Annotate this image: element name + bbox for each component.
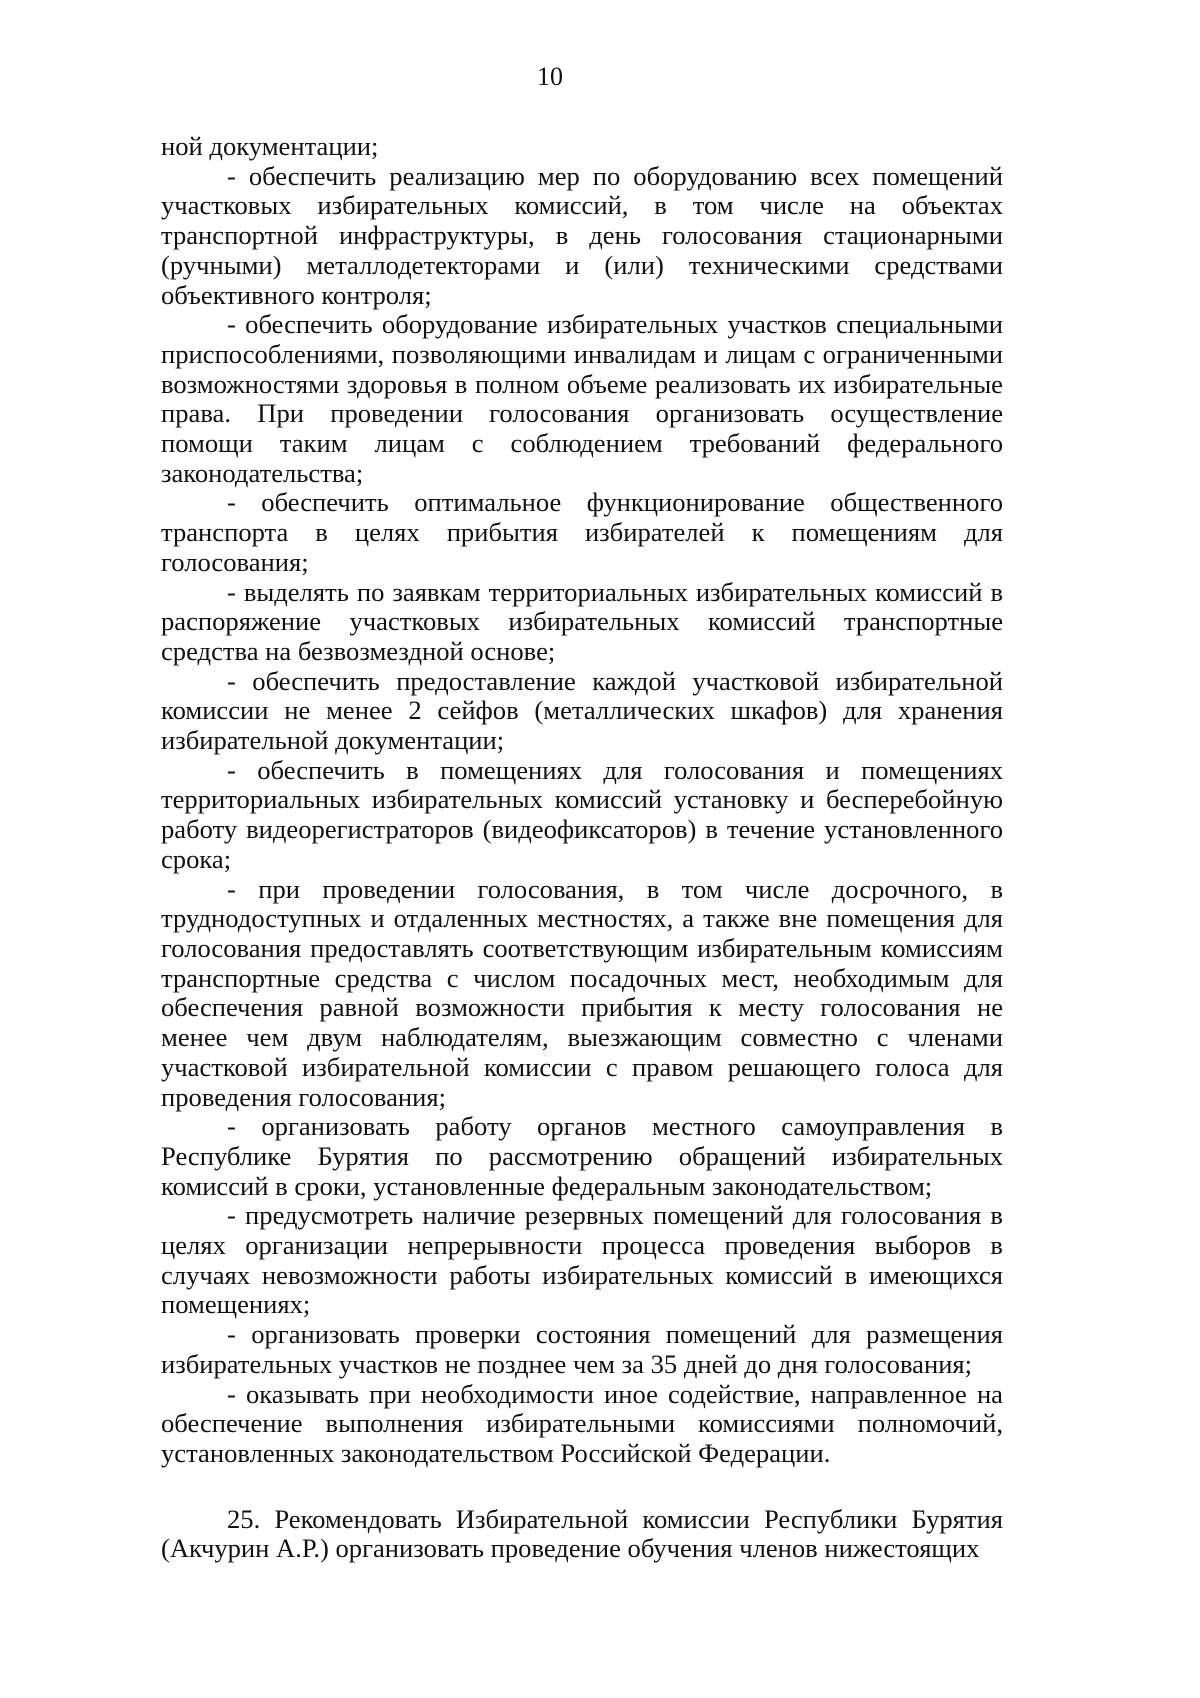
paragraph-3: - обеспечить оборудование избирательных участков специальными приспособлениями, позволяющими инвалидам и лицам с ограниченными возможностями здоровья в полном объеме реализовать их избирательные права. При проведении голосования организовать осуществление помощи таким лицам с соблюдением требований федерального законодательства; bbox=[161, 309, 1003, 488]
paragraph-4: - обеспечить оптимальное функционирование общественного транспорта в целях прибытия избирателей к помещениям для голосования; bbox=[161, 487, 1003, 577]
paragraph-6: - обеспечить предоставление каждой участковой избирательной комиссии не менее 2 сейфов (металлических шкафов) для хранения избирательной документации; bbox=[161, 665, 1003, 756]
paragraph-8: - при проведении голосования, в том числе досрочного, в труднодоступных и отдаленных местностях, а также вне помещения для голосования предоставлять соответствующим избирательным комиссиям транспортные средства с числом посадочных мест, необходимым для обеспечения равной возможности прибытия к месту голосования не менее чем двум наблюдателям, выезжающим совместно с членами участковой избирательной комиссии с правом решающего голоса для проведения голосования; bbox=[161, 873, 1003, 1112]
paragraph-2: - обеспечить реализацию мер по оборудованию всех помещений участковых избирательных комиссий, в том числе на объектах транспортной инфраструктуры, в день голосования стационарными (ручными) металлодетекторами и (или) техническими средствами объективного контроля; bbox=[161, 160, 1003, 310]
paragraph-12: - оказывать при необходимости иное содействие, направленное на обеспечение выполнения избирательными комиссиями полномочий, установленных законодательством Российской Федерации. bbox=[161, 1378, 1003, 1468]
paragraph-1: ной документации; bbox=[161, 131, 379, 161]
paragraph-7: - обеспечить в помещениях для голосования и помещениях территориальных избирательных комиссий установку и бесперебойную работу видеорегистраторов (видеофиксаторов) в течение установленного срока; bbox=[161, 754, 1003, 874]
page-number: 10 bbox=[537, 62, 563, 91]
paragraph-13: 25. Рекомендовать Избирательной комиссии Республики Бурятия (Акчурин А.Р.) организовать проведение обучения членов нижестоящих bbox=[161, 1503, 1003, 1564]
paragraph-10: - предусмотреть наличие резервных помещений для голосования в целях организации непрерывности процесса проведения выборов в случаях невозможности работы избирательных комиссий в имеющихся помещениях; bbox=[161, 1200, 1003, 1320]
paragraph-5: - выделять по заявкам территориальных избирательных комиссий в распоряжение участковых избирательных комиссий транспортные средства на безвозмездной основе; bbox=[161, 576, 1003, 666]
paragraph-9: - организовать работу органов местного самоуправления в Республике Бурятия по рассмотрению обращений избирательных комиссий в сроки, установленные федеральным законодательством; bbox=[161, 1111, 1003, 1201]
body-text bbox=[161, 132, 1003, 1564]
paragraph-11: - организовать проверки состояния помещений для размещения избирательных участков не позднее чем за 35 дней до дня голосования; bbox=[161, 1319, 1003, 1379]
